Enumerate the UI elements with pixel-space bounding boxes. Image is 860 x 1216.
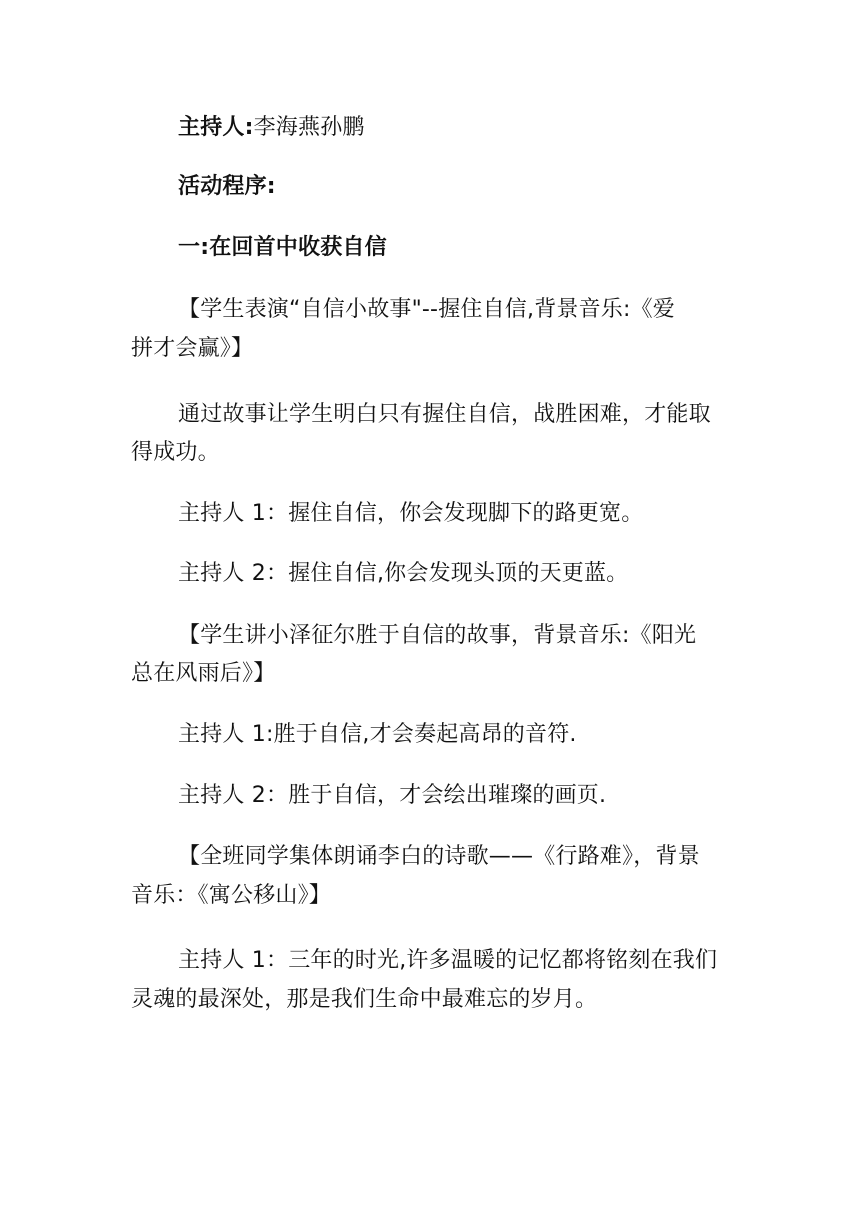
paragraph-line: 主持人 1：握住自信，你会发现脚下的路更宽。 xyxy=(178,501,644,526)
paragraph-line: 【全班同学集体朗诵李白的诗歌——《行路难》，背景 xyxy=(178,844,700,869)
section-one-heading: 一:在回首中收获自信 xyxy=(178,235,387,260)
paragraph-line: 拼才会赢》】 xyxy=(131,336,254,361)
paragraph-line: 通过故事让学生明白只有握住自信，战胜困难，才能取 xyxy=(178,402,711,427)
paragraph-line: 主持人 2：握住自信,你会发现头顶的天更蓝。 xyxy=(178,561,629,586)
host-label: 主持人: xyxy=(178,115,254,140)
paragraph-line: 音乐：《寓公移山》】 xyxy=(131,883,332,908)
paragraph-line: 主持人 2：胜于自信，才会绘出璀璨的画页. xyxy=(178,783,607,808)
host-line xyxy=(178,109,365,147)
procedure-heading: 活动程序: xyxy=(178,174,276,199)
paragraph-line: 主持人 1：三年的时光,许多温暖的记忆都将铭刻在我们 xyxy=(178,948,718,973)
paragraph-line: 【学生表演“自信小故事"--握住自信,背景音乐:《爱 xyxy=(178,297,676,322)
paragraph-line: 总在风雨后》】 xyxy=(131,661,276,686)
paragraph-line: 灵魂的最深处，那是我们生命中最难忘的岁月。 xyxy=(131,987,598,1012)
paragraph-line: 【学生讲小泽征尔胜于自信的故事，背景音乐:《阳光 xyxy=(178,623,697,648)
paragraph-line: 主持人 1:胜于自信,才会奏起高昂的音符. xyxy=(178,722,577,747)
host-names: 李海燕孙鹏 xyxy=(253,115,365,140)
paragraph-line: 得成功。 xyxy=(131,440,220,465)
